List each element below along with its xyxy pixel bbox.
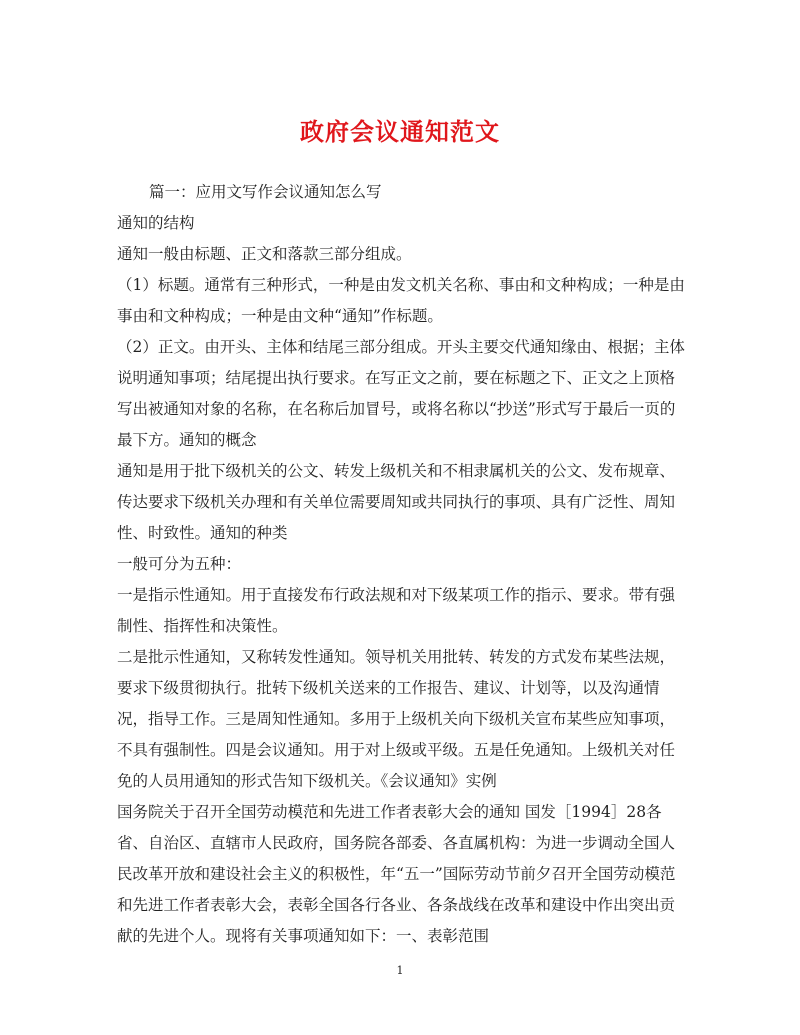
paragraph: 二是批示性通知，又称转发性通知。领导机关用批转、转发的方式发布某些法规，要求下级贯彻执行。批转下级机关送来的工作报告、建议、计划等，以及沟通情况，指导工作。三是周知性通知。多用于上级机关向下级机关宣布某些应知事项，不具有强制性。四是会议通知。用于对上级或平级。五是任免通知。上级机关对任免的人员用通知的形式告知下级机关。《会议通知》实例: [117, 648, 676, 790]
document-body: [117, 177, 687, 952]
paragraph: 一是指示性通知。用于直接发布行政法规和对下级某项工作的指示、要求。带有强制性、指挥性和决策性。: [117, 586, 676, 635]
paragraph: 通知是用于批下级机关的公文、转发上级机关和不相隶属机关的公文、发布规章、传达要求下级机关办理和有关单位需要周知或共同执行的事项、具有广泛性、周知性、时致性。通知的种类: [117, 462, 676, 542]
paragraph: 一般可分为五种：: [117, 555, 242, 573]
paragraph: 国务院关于召开全国劳动模范和先进工作者表彰大会的通知 国发［1994］28各省、自治区、直辖市人民政府，国务院各部委、各直属机构：为进一步调动全国人民改革开放和建设社会主义的积极性，年“五一”国际劳动节前夕召开全国劳动模范和先进工作者表彰大会，表彰全国各行各业、各条战线在改革和建设中作出突出贡献的先进个人。现将有关事项通知如下：一、表彰范围: [117, 803, 676, 945]
page-number: 1: [396, 964, 404, 977]
section-heading: 篇一：应用文写作会议通知怎么写: [149, 183, 382, 201]
paragraph: （2）正文。由开头、主体和结尾三部分组成。开头主要交代通知缘由、根据；主体说明通知事项；结尾提出执行要求。在写正文之前，要在标题之下、正文之上顶格写出被通知对象的名称，在名称后加冒号，或将名称以“抄送”形式写于最后一页的最下方。通知的概念: [117, 338, 685, 449]
paragraph: （1）标题。通常有三种形式，一种是由发文机关名称、事由和文种构成；一种是由事由和文种构成；一种是由文种“通知”作标题。: [117, 276, 685, 325]
paragraph: 通知的结构: [117, 214, 195, 232]
document-title: 政府会议通知范文: [300, 117, 500, 146]
paragraph: 通知一般由标题、正文和落款三部分组成。: [117, 245, 412, 263]
